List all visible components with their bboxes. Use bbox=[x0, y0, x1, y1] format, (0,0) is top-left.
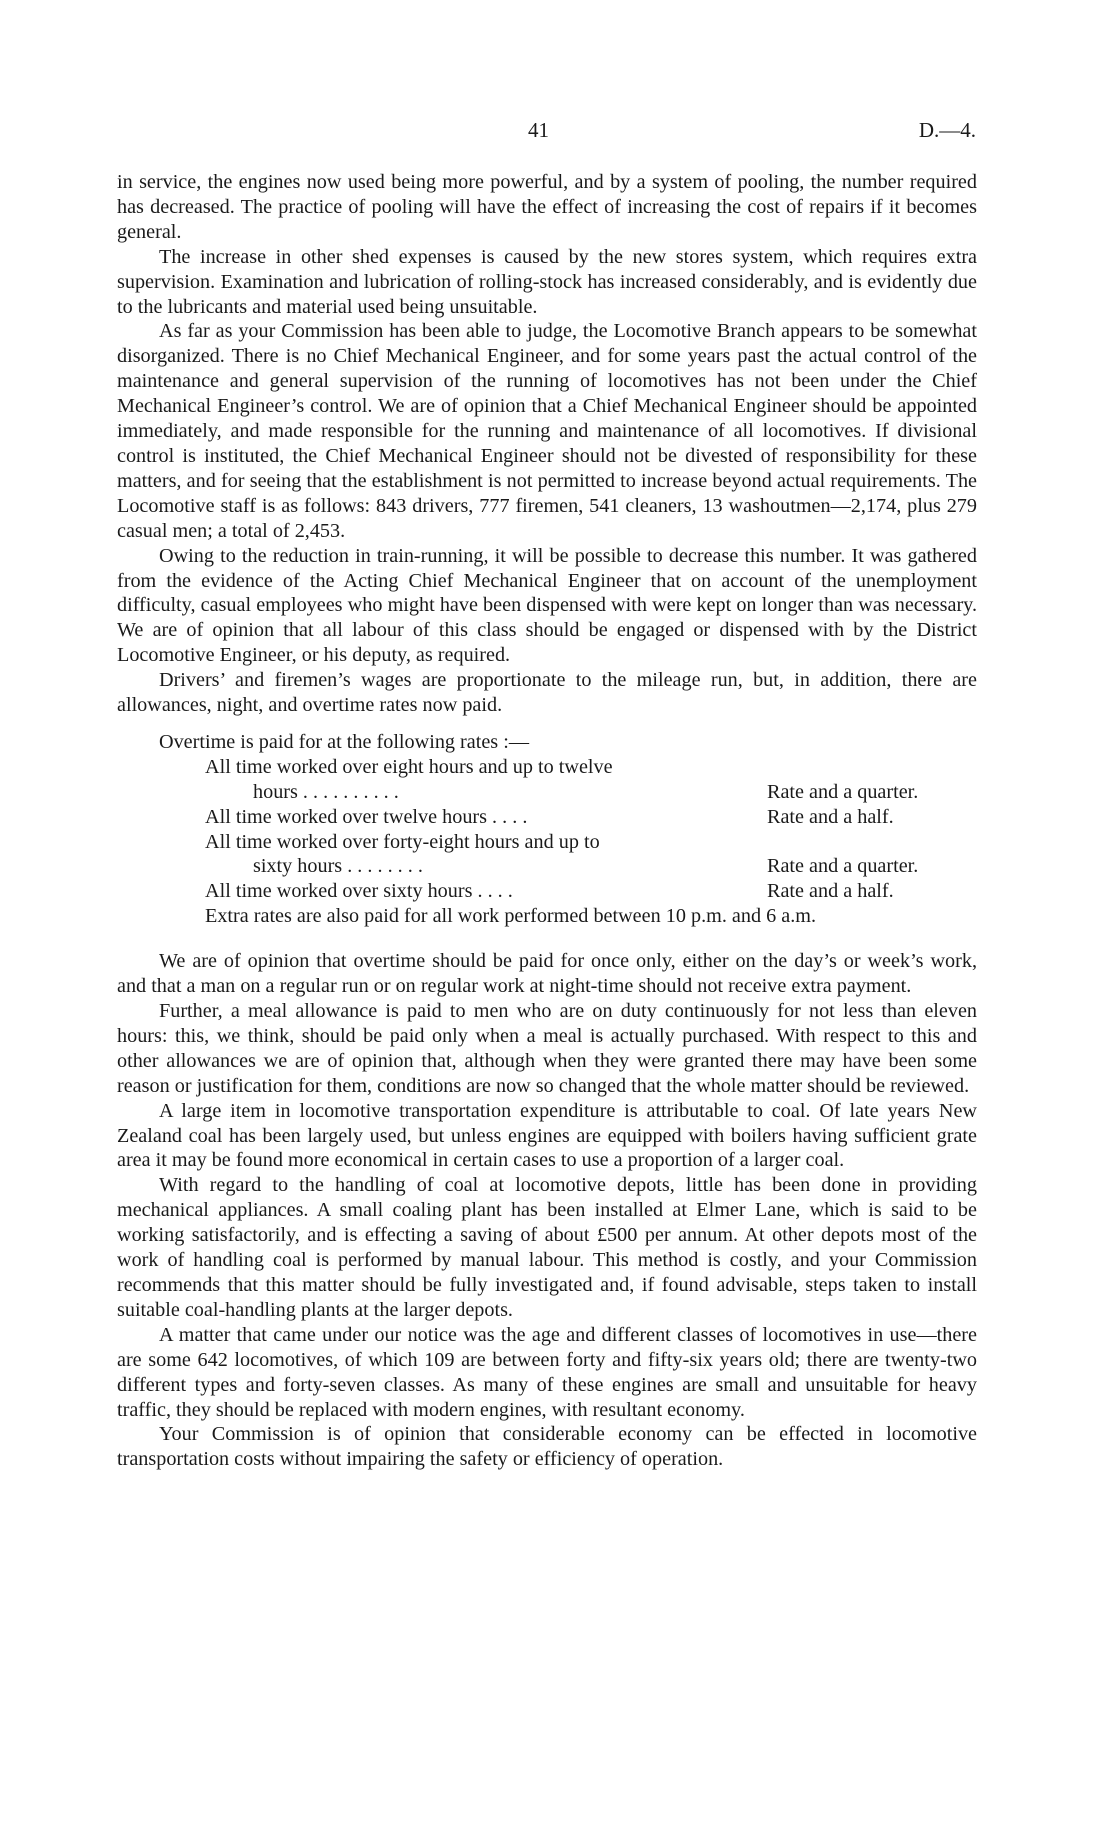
paragraph: We are of opinion that overtime should be paid for once only, either on the day’s or week’s work, and that a man on a regular run or on regular work at night-time should not receive extra payment. bbox=[117, 950, 977, 998]
paragraph: Your Commission is of opinion that considerable economy can be effected in locomotive transportation costs without impairing the safety or efficiency of operation. bbox=[117, 1423, 977, 1471]
document-reference: D.—4. bbox=[918, 118, 976, 142]
rate-value: Rate and a half. bbox=[767, 805, 894, 828]
rate-description: All time worked over twelve hours . . . . bbox=[205, 805, 528, 828]
rate-description-cont: hours . . . . . . . . . . bbox=[253, 780, 399, 803]
paragraph: A matter that came under our notice was the age and different classes of locomotives in use—there are some 642 locomotives, of which 109 are between forty and fifty-six years old; there are twenty-two different types and forty-seven classes. As many of these engines are small and unsuitable for heavy traffic, they should be replaced with modern engines, with resultant economy. bbox=[117, 1323, 977, 1421]
paragraph: The increase in other shed expenses is caused by the new stores system, which requires extra supervision. Examination and lubrication of rolling-stock has increased considerably, and is evidently due to the lubricants and material used being unsuitable. bbox=[117, 245, 977, 318]
rate-description: All time worked over sixty hours . . . . bbox=[205, 880, 513, 903]
rate-description: All time worked over forty-eight hours and up to bbox=[205, 830, 600, 853]
body-text bbox=[117, 170, 977, 1472]
overtime-rates-table bbox=[205, 755, 977, 929]
paragraph: A large item in locomotive transportation expenditure is attributable to coal. Of late years New Zealand coal has been largely used, but unless engines are equipped with boilers having sufficient grate area it may be found more economical in certain cases to use a proportion of a larger coal. bbox=[117, 1099, 977, 1172]
overtime-intro: Overtime is paid for at the following rates :— bbox=[159, 730, 530, 753]
page-number: 41 bbox=[528, 118, 549, 142]
rate-description: All time worked over eight hours and up to twelve bbox=[205, 755, 613, 778]
paragraph: Drivers’ and firemen’s wages are proportionate to the mileage run, but, in addition, there are allowances, night, and overtime rates now paid. bbox=[117, 669, 977, 717]
rate-row bbox=[205, 805, 977, 830]
page-header bbox=[118, 118, 976, 148]
rate-value: Rate and a half. bbox=[767, 880, 894, 903]
overtime-extra-note: Extra rates are also paid for all work performed between 10 p.m. and 6 a.m. bbox=[205, 905, 817, 928]
rate-value: Rate and a quarter. bbox=[767, 855, 919, 878]
rate-row bbox=[205, 755, 977, 805]
paragraph: As far as your Commission has been able to judge, the Locomotive Branch appears to be somewhat disorganized. There is no Chief Mechanical Engineer, and for some years past the actual control of the maintenance and general supervision of the running of locomotives has not been under the Chief Mechanical Engineer’s control. We are of opinion that a Chief Mechanical Engineer should be appointed immediately, and made responsible for the running and maintenance of all locomotives. If divisional control is instituted, the Chief Mechanical Engineer should not be divested of responsibility for these matters, and for seeing that the establishment is not permitted to increase beyond actual requirements. The Locomotive staff is as follows: 843 drivers, 777 firemen, 541 cleaners, 13 washoutmen—2,174, plus 279 casual men; a total of 2,453. bbox=[117, 320, 977, 542]
rate-row bbox=[205, 879, 977, 904]
paragraph: Further, a meal allowance is paid to men who are on duty continuously for not less than eleven hours: this, we think, should be paid only when a meal is actually purchased. With respect to this and other allowances we are of opinion that, although when they were granted there may have been some reason or justification for them, conditions are now so changed that the whole matter should be reviewed. bbox=[117, 1000, 977, 1097]
paragraph: With regard to the handling of coal at locomotive depots, little has been done in providing mechanical appliances. A small coaling plant has been installed at Elmer Lane, which is said to be working satisfactorily, and is effecting a saving of about £500 per annum. At other depots most of the work of handling coal is performed by manual labour. This method is costly, and your Commission recommends that this matter should be fully investigated and, if found advisable, steps taken to install suitable coal-handling plants at the larger depots. bbox=[117, 1174, 977, 1321]
rate-row bbox=[205, 830, 977, 880]
rate-value: Rate and a quarter. bbox=[767, 780, 919, 803]
paragraph: Owing to the reduction in train-running, it will be possible to decrease this number. It was gathered from the evidence of the Acting Chief Mechanical Engineer that on account of the unemployment difficulty, casual employees who might have been dispensed with were kept on longer than was necessary. We are of opinion that all labour of this class should be engaged or dispensed with by the District Locomotive Engineer, or his deputy, as required. bbox=[117, 544, 977, 667]
rate-description-cont: sixty hours . . . . . . . . bbox=[253, 855, 423, 878]
paragraph: in service, the engines now used being more powerful, and by a system of pooling, the number required has decreased. The practice of pooling will have the effect of increasing the cost of repairs if it becomes general. bbox=[117, 171, 977, 243]
